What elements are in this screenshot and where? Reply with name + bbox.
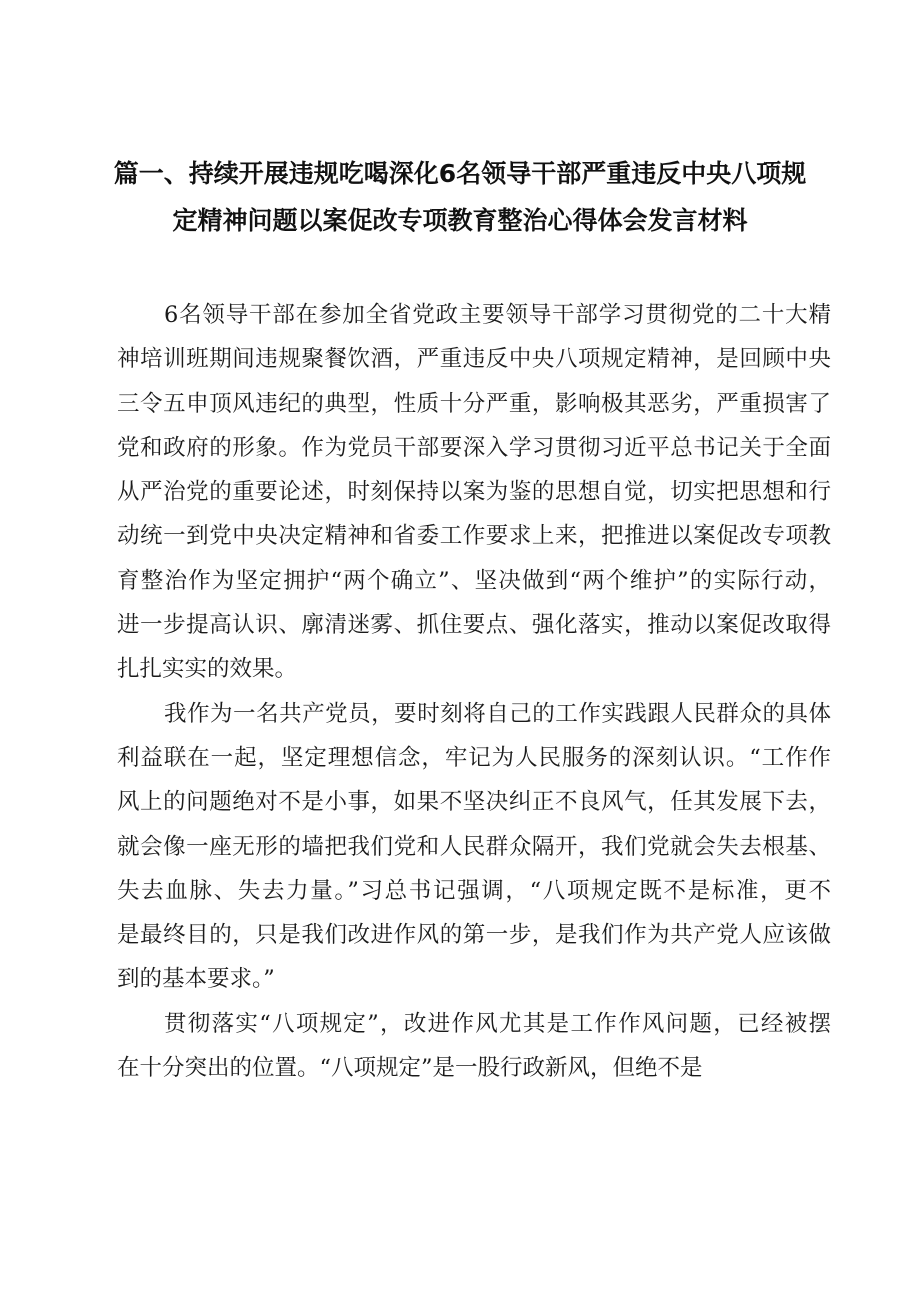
document-body <box>117 293 831 1090</box>
paragraph-line: 育整治作为坚定拥护“两个确立”、坚决做到“两个维护”的实际行动， <box>117 567 831 594</box>
paragraph-3 <box>117 1002 831 1091</box>
paragraph-line: 党和政府的形象。作为党员干部要深入学习贯彻习近平总书记关于全面 <box>117 434 831 461</box>
title-line-2: 定精神问题以案促改专项教育整治心得体会发言材料 <box>172 206 748 235</box>
paragraph-line: 神培训班期间违规聚餐饮酒，严重违反中央八项规定精神，是回顾中央 <box>117 346 831 373</box>
title-line-1: 篇一、持续开展违规吃喝深化6名领导干部严重违反中央八项规 <box>113 159 807 188</box>
paragraph-2 <box>117 692 831 1002</box>
paragraph-line: 风上的问题绝对不是小事，如果不坚决纠正不良风气，任其发展下去， <box>117 789 831 816</box>
document-title <box>90 150 830 244</box>
paragraph-line: 失去血脉、失去力量。”习总书记强调，“八项规定既不是标准，更不 <box>117 877 831 904</box>
paragraph-line: 是最终目的，只是我们改进作风的第一步，是我们作为共产党人应该做 <box>117 922 831 949</box>
paragraph-line: 就会像一座无形的墙把我们党和人民群众隔开，我们党就会失去根基、 <box>117 833 831 860</box>
paragraph-line: 6名领导干部在参加全省党政主要领导干部学习贯彻党的二十大精 <box>164 302 831 328</box>
paragraph-line: 三令五申顶风违纪的典型，性质十分严重，影响极其恶劣，严重损害了 <box>117 390 831 417</box>
paragraph-line: 扎扎实实的效果。 <box>117 656 298 683</box>
paragraph-line: 到的基本要求。” <box>117 966 275 993</box>
paragraph-line: 利益联在一起，坚定理想信念，牢记为人民服务的深刻认识。“工作作 <box>117 744 831 771</box>
paragraph-line: 贯彻落实“八项规定”，改进作风尤其是工作作风问题，已经被摆 <box>164 1010 831 1037</box>
paragraph-line: 从严治党的重要论述，时刻保持以案为鉴的思想自觉，切实把思想和行 <box>117 479 831 506</box>
paragraph-line: 我作为一名共产党员，要时刻将自己的工作实践跟人民群众的具体 <box>164 700 831 727</box>
paragraph-1 <box>117 293 831 692</box>
paragraph-line: 在十分突出的位置。“八项规定”是一股行政新风，但绝不是 <box>117 1055 703 1082</box>
paragraph-line: 进一步提高认识、廓清迷雾、抓住要点、强化落实，推动以案促改取得 <box>117 612 831 639</box>
paragraph-line: 动统一到党中央决定精神和省委工作要求上来，把推进以案促改专项教 <box>117 523 831 550</box>
